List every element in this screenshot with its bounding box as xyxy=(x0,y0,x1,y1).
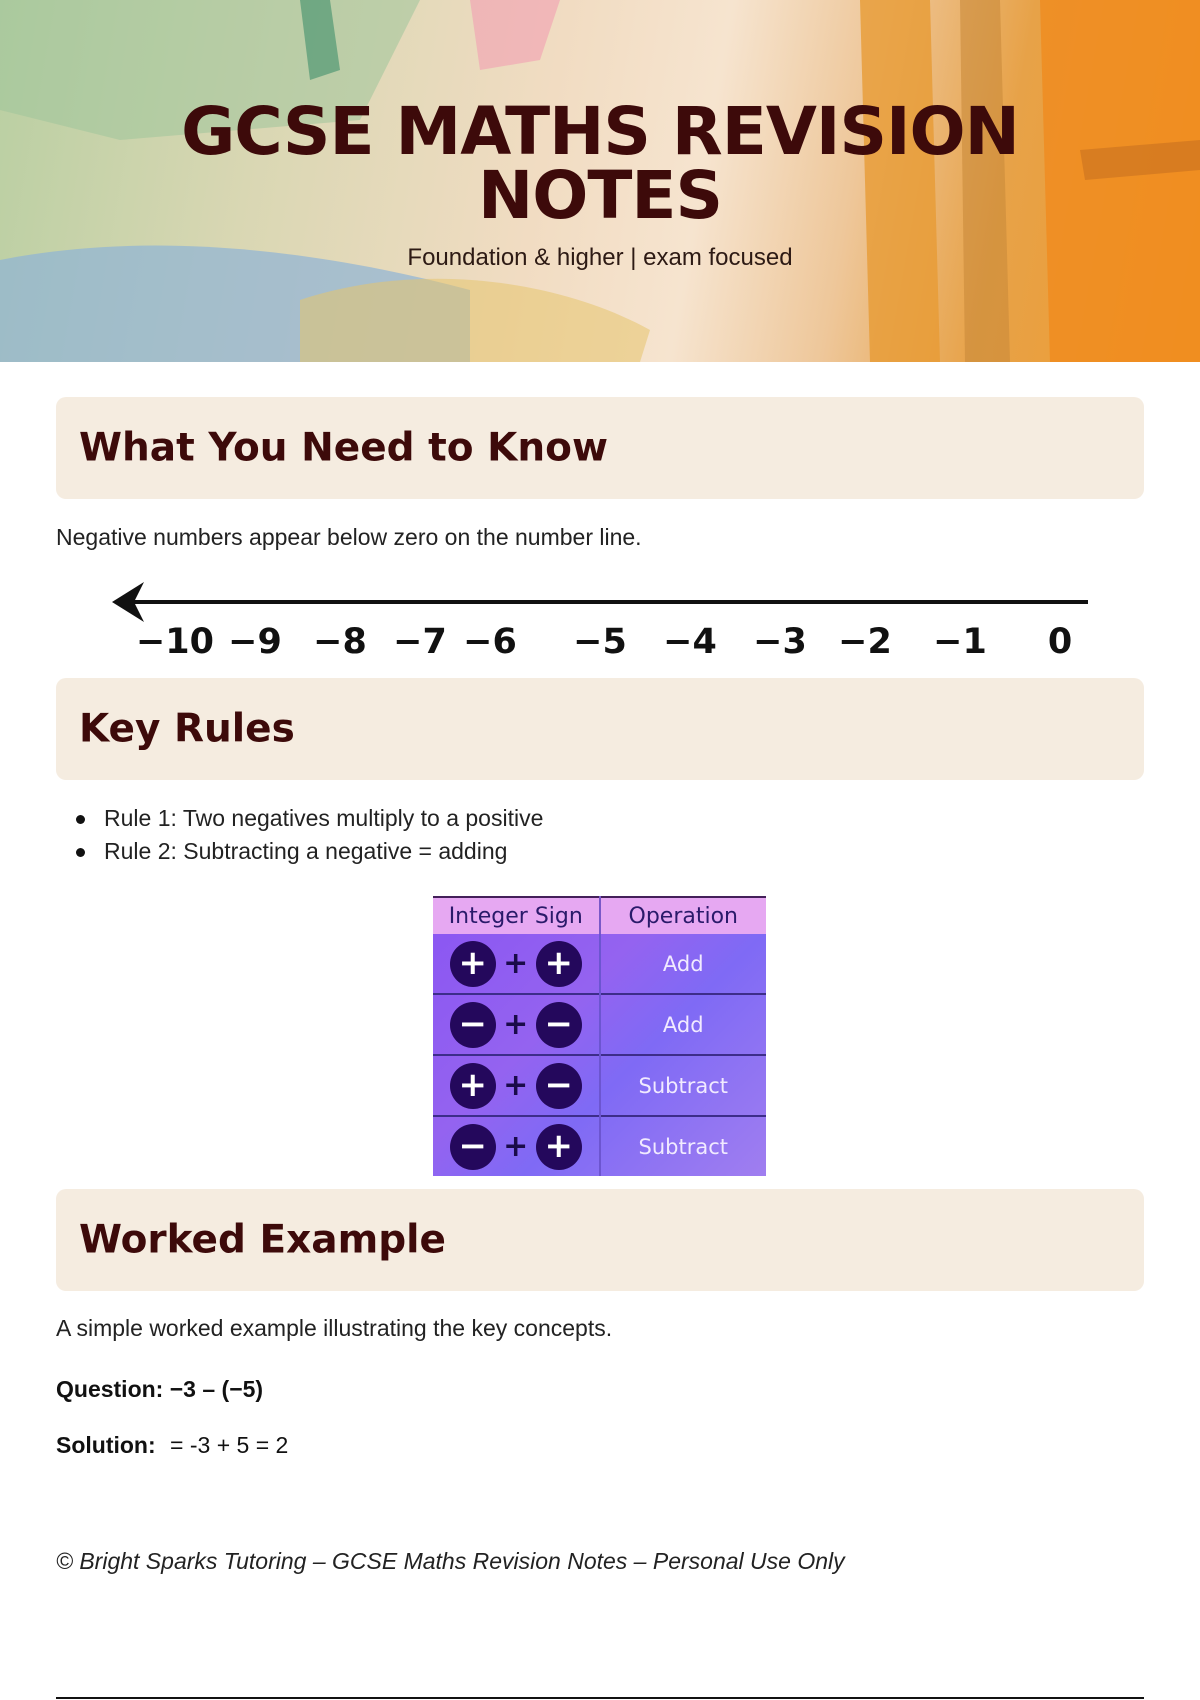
column-header: Operation xyxy=(600,897,767,934)
page-title xyxy=(0,93,1200,234)
sign-pair-cell xyxy=(433,1116,600,1176)
operation-cell: Subtract xyxy=(600,1116,767,1176)
bullet-icon xyxy=(76,848,85,857)
solution-label: Solution: xyxy=(56,1432,156,1458)
sign-pair-cell xyxy=(433,994,600,1055)
number-line xyxy=(100,578,1100,658)
minus-sign-icon: − xyxy=(450,1124,496,1170)
number-line-label: −3 xyxy=(753,622,807,658)
table-header-row xyxy=(433,897,766,934)
number-line-label: −4 xyxy=(663,622,717,658)
question-line xyxy=(56,1376,263,1403)
number-line-label: −9 xyxy=(228,622,282,658)
question-label: Question: xyxy=(56,1376,164,1402)
number-line-label: 0 xyxy=(1047,622,1073,658)
plus-sign-icon: + xyxy=(450,941,496,987)
number-line-label: −6 xyxy=(463,622,517,658)
rule-text: Rule 2: Subtracting a negative = adding xyxy=(104,838,508,864)
bottom-divider xyxy=(56,1697,1144,1699)
hero-banner xyxy=(0,0,1200,362)
joiner-symbol: + xyxy=(503,1129,529,1164)
page-title-line-2: NOTES xyxy=(478,157,722,234)
section-header-know xyxy=(56,397,1144,499)
number-line-label: −5 xyxy=(573,622,627,658)
table-row xyxy=(433,1055,766,1116)
section-heading-rules: Key Rules xyxy=(79,706,295,752)
number-line-label: −1 xyxy=(933,622,987,658)
bullet-icon xyxy=(76,815,85,824)
sign-pair-cell xyxy=(433,934,600,994)
section-header-example xyxy=(56,1189,1144,1291)
plus-sign-icon: + xyxy=(536,941,582,987)
example-intro: A simple worked example illustrating the key concepts. xyxy=(56,1315,613,1341)
joiner-symbol: + xyxy=(503,946,529,981)
rule-text: Rule 1: Two negatives multiply to a positive xyxy=(104,805,544,831)
solution-line xyxy=(56,1432,288,1459)
operation-cell: Add xyxy=(662,951,704,976)
rules-list xyxy=(56,802,543,868)
table-row xyxy=(433,1116,766,1176)
know-paragraph: Negative numbers appear below zero on the number line. xyxy=(56,524,642,550)
page-title-line-1: GCSE MATHS REVISION xyxy=(181,93,1019,170)
section-heading-know: What You Need to Know xyxy=(79,425,608,471)
minus-sign-icon: − xyxy=(536,1063,582,1109)
column-header: Integer Sign xyxy=(433,897,600,934)
page-subtitle: Foundation & higher | exam focused xyxy=(407,244,793,271)
plus-sign-icon: + xyxy=(536,1124,582,1170)
number-line-label: −7 xyxy=(393,622,447,658)
section-heading-example: Worked Example xyxy=(79,1217,446,1263)
number-line-label: −10 xyxy=(135,622,215,658)
minus-sign-icon: − xyxy=(450,1002,496,1048)
operation-cell: Add xyxy=(600,994,767,1055)
question-value: −3 – (−5) xyxy=(169,1376,264,1402)
number-line-label: −8 xyxy=(313,622,367,658)
sign-rules-table xyxy=(433,896,766,1176)
sign-pair-cell xyxy=(433,1055,600,1116)
number-line-label: −2 xyxy=(838,622,892,658)
plus-sign-icon: + xyxy=(450,1063,496,1109)
solution-value: = -3 + 5 = 2 xyxy=(170,1432,289,1458)
operation-cell: Subtract xyxy=(600,1055,767,1116)
list-item xyxy=(56,835,543,868)
minus-sign-icon: − xyxy=(536,1002,582,1048)
table-row xyxy=(433,934,766,994)
joiner-symbol: + xyxy=(503,1007,529,1042)
section-header-rules xyxy=(56,678,1144,780)
copyright-footer: © Bright Sparks Tutoring – GCSE Maths Revision Notes – Personal Use Only xyxy=(56,1548,845,1574)
joiner-symbol: + xyxy=(503,1068,529,1103)
list-item xyxy=(56,802,543,835)
table-row xyxy=(433,994,766,1055)
